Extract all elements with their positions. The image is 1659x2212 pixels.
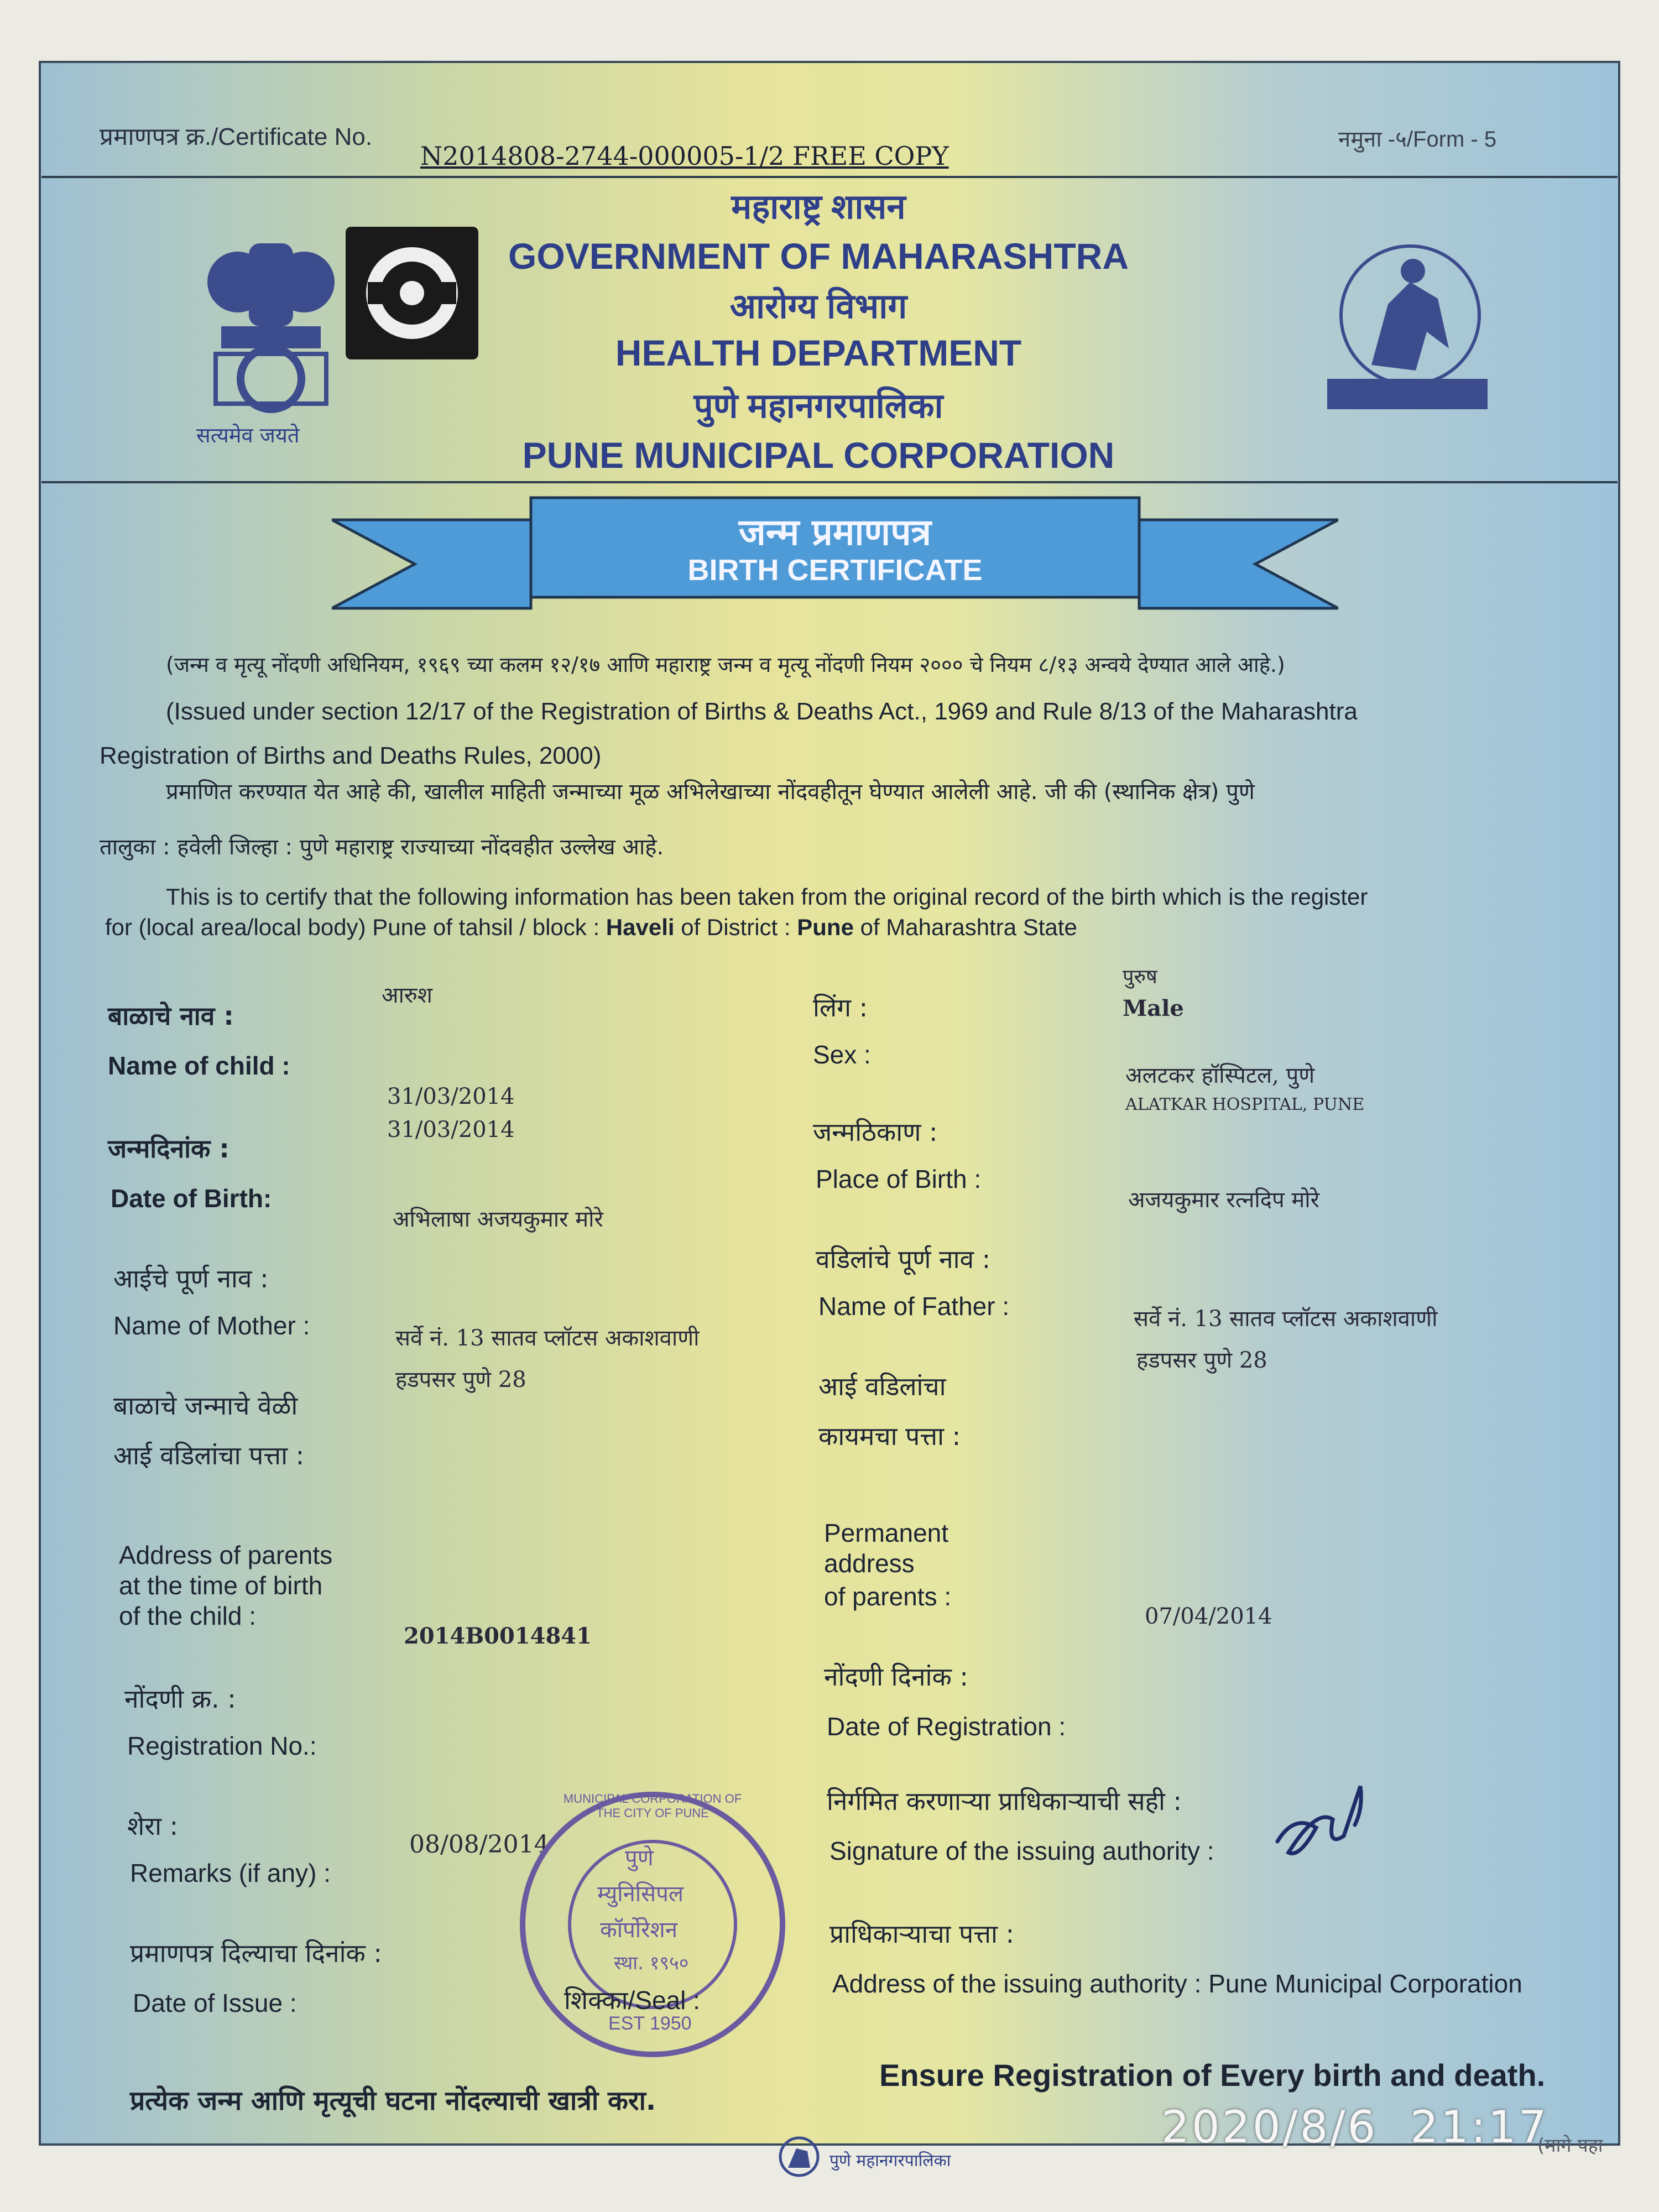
- bottom-logo-text: पुणे महानगरपालिका: [830, 2151, 951, 2171]
- seal-center-4: स्था. १९५०: [614, 1952, 689, 1974]
- permanent-address-value-2: हडपसर पुणे 28: [1136, 1348, 1267, 1373]
- certify-tahsil: Haveli: [606, 914, 675, 940]
- shivaji-statue-emblem-icon: [1322, 238, 1493, 420]
- registration-date-value: 07/04/2014: [1145, 1604, 1272, 1629]
- turn-over-note: (मागे पहा: [1537, 2135, 1603, 2157]
- certify-state: of Maharashtra State: [853, 914, 1077, 940]
- child-name-value: आरुश: [382, 983, 432, 1008]
- state-emblem-icon: [199, 221, 343, 420]
- seal-label: शिक्का/Seal :: [564, 1986, 700, 2015]
- photo-timestamp: 2020/8/6 21:17: [1161, 2101, 1549, 2153]
- registration-date-label-mr: नोंदणी दिनांक :: [824, 1662, 968, 1692]
- form-no: नमुना -५/Form - 5: [1338, 127, 1497, 152]
- registration-no-value: 2014B0014841: [404, 1623, 592, 1649]
- corp-title-mr: पुणे महानगरपालिका: [693, 387, 943, 425]
- remarks-label-mr: शेरा :: [127, 1811, 179, 1841]
- mother-name-value: अभिलाषा अजयकुमार मोरे: [393, 1207, 603, 1232]
- issue-date-value: 08/08/2014: [409, 1830, 550, 1859]
- permanent-address-label-en-1: Permanent: [824, 1519, 949, 1547]
- authority-address-label-en: Address of the issuing authority : Pune Municipal Corporation: [832, 1969, 1522, 1998]
- certificate-no-label: प्रमाणपत्र क्र./Certificate No.: [100, 123, 373, 150]
- mother-name-label-en: Name of Mother :: [113, 1311, 310, 1340]
- place-of-birth-label-mr: जन्मठिकाण :: [813, 1117, 938, 1147]
- certify-text-en-2: [105, 907, 1077, 948]
- footer-slogan-mr: प्रत्येक जन्म आणि मृत्यूची घटना नोंदल्याची खात्री करा.: [130, 2085, 656, 2116]
- sex-label-mr: लिंग :: [813, 993, 868, 1022]
- dob-value-2: 31/03/2014: [387, 1117, 515, 1142]
- certificate-no: N2014808-2744-000005-1/2 FREE COPY: [420, 141, 949, 171]
- seal-est: EST 1950: [608, 2013, 692, 2034]
- birth-address-value-1: सर्वे नं. 13 सातव प्लॉटस अकाशवाणी: [395, 1326, 700, 1351]
- certify-local-area: for (local area/local body) Pune of tahsil / block :: [105, 914, 606, 940]
- dob-label-mr: जन्मदिनांक :: [108, 1134, 229, 1164]
- permanent-address-label-mr-1: आई वडिलांचा: [818, 1371, 946, 1401]
- act-text-en-1: (Issued under section 12/17 of the Registration of Births & Deaths Act., 1969 and Rule 8/13 of the Maharashtra: [166, 698, 1358, 725]
- permanent-address-label-mr-2: कायमचा पत्ता :: [818, 1421, 961, 1451]
- sex-value-en: Male: [1123, 995, 1184, 1021]
- place-of-birth-value-en: ALATKAR HOSPITAL, PUNE: [1125, 1095, 1365, 1114]
- dob-label-en: Date of Birth:: [111, 1184, 272, 1213]
- sex-label-en: Sex :: [813, 1040, 871, 1069]
- issue-date-label-en: Date of Issue :: [133, 1989, 297, 2017]
- dept-title-mr: आरोग्य विभाग: [729, 288, 907, 326]
- dob-value-1: 31/03/2014: [387, 1084, 515, 1109]
- authority-address-label-mr: प्राधिकाऱ्याचा पत्ता :: [830, 1919, 1015, 1949]
- bottom-logo-icon: [774, 2135, 824, 2179]
- emblem-motto: सत्यमेव जयते: [196, 423, 300, 447]
- seal-center-2: म्युनिसिपल: [597, 1881, 684, 1907]
- handwritten-signature: [1266, 1775, 1388, 1869]
- child-name-label-mr: बाळाचे नाव :: [108, 1001, 234, 1031]
- birth-address-label-en-1: Address of parents: [119, 1541, 333, 1569]
- permanent-address-label-en-3: of parents :: [824, 1582, 952, 1611]
- father-name-value: अजयकुमार रत्नदिप मोरे: [1128, 1187, 1320, 1213]
- certify-text-en-1: This is to certify that the following information has been taken from the original record of the birth which is the register: [166, 884, 1368, 910]
- footer-slogan-en: Ensure Registration of Every birth and death.: [879, 2058, 1546, 2093]
- registration-no-label-mr: नोंदणी क्र. :: [124, 1684, 236, 1714]
- act-text-mr: (जन्म व मृत्यू नोंदणी अधिनियम, १९६९ च्या कलम १२/१७ आणि महाराष्ट्र जन्म व मृत्यू नोंदणी नियम २००० चे नियम ८/१३ अन्वये देण्यात आले आहे.): [166, 653, 1285, 677]
- header-top-rule: [41, 176, 1618, 178]
- certify-district-label: of District :: [674, 914, 797, 940]
- act-text-en-2: Registration of Births and Deaths Rules, 2000): [100, 742, 602, 769]
- certify-text-mr-2: तालुका : हवेली जिल्हा : पुणे महाराष्ट्र राज्याच्या नोंदवहीत उल्लेख आहे.: [100, 834, 664, 860]
- certify-text-mr-1: प्रमाणित करण्यात येत आहे की, खालील माहिती जन्माच्या मूळ अभिलेखाच्या नोंदवहीतून घेण्यात आलेली आहे. जी की (स्थानिक क्षेत्र) पुणे: [166, 779, 1255, 805]
- signature-label-en: Signature of the issuing authority :: [830, 1837, 1214, 1865]
- seal-center-3: कॉर्पोरेशन: [600, 1917, 677, 1943]
- father-name-label-en: Name of Father :: [818, 1292, 1010, 1321]
- certify-district: Pune: [797, 914, 854, 940]
- registration-no-label-en: Registration No.:: [127, 1731, 317, 1760]
- father-name-label-mr: वडिलांचे पूर्ण नाव :: [816, 1244, 991, 1274]
- seal-center-1: पुणे: [625, 1845, 654, 1871]
- seal-ring-text: MUNICIPAL CORPORATION OF THE CITY OF PUNE: [563, 1792, 742, 1820]
- place-of-birth-value-mr: अलटकर हॉस्पिटल, पुणे: [1125, 1063, 1315, 1088]
- dept-title-en: HEALTH DEPARTMENT: [615, 332, 1022, 373]
- sex-value-mr: पुरुष: [1123, 966, 1157, 988]
- birth-address-label-en-2: at the time of birth: [119, 1571, 323, 1600]
- remarks-label-en: Remarks (if any) :: [130, 1859, 331, 1887]
- govt-title-en: GOVERNMENT OF MAHARASHTRA: [508, 236, 1129, 276]
- permanent-address-value-1: सर्वे नं. 13 सातव प्लॉटस अकाशवाणी: [1134, 1306, 1438, 1332]
- header-bottom-rule: [41, 481, 1618, 483]
- birth-address-label-mr-1: बाळाचे जन्माचे वेळी: [113, 1391, 298, 1421]
- birth-address-label-en-3: of the child :: [119, 1601, 257, 1630]
- issue-date-label-mr: प्रमाणपत्र दिल्याचा दिनांक :: [130, 1938, 382, 1968]
- banner-title-mr: जन्म प्रमाणपत्र: [738, 511, 932, 554]
- registration-date-label-en: Date of Registration :: [827, 1712, 1066, 1741]
- birth-address-label-mr-2: आई वडिलांचा पत्ता :: [113, 1441, 305, 1470]
- child-name-label-en: Name of child :: [108, 1051, 290, 1080]
- permanent-address-label-en-2: address: [824, 1549, 915, 1578]
- birth-address-value-2: हडपसर पुणे 28: [395, 1367, 526, 1392]
- banner-title-en: BIRTH CERTIFICATE: [687, 554, 983, 587]
- signature-label-mr: निर्गमित करणाऱ्या प्राधिकाऱ्याची सही :: [827, 1786, 1182, 1816]
- place-of-birth-label-en: Place of Birth :: [816, 1165, 982, 1193]
- corp-title-en: PUNE MUNICIPAL CORPORATION: [522, 435, 1115, 476]
- govt-title-mr: महाराष्ट्र शासन: [731, 188, 906, 226]
- mother-name-label-mr: आईचे पूर्ण नाव :: [113, 1264, 269, 1293]
